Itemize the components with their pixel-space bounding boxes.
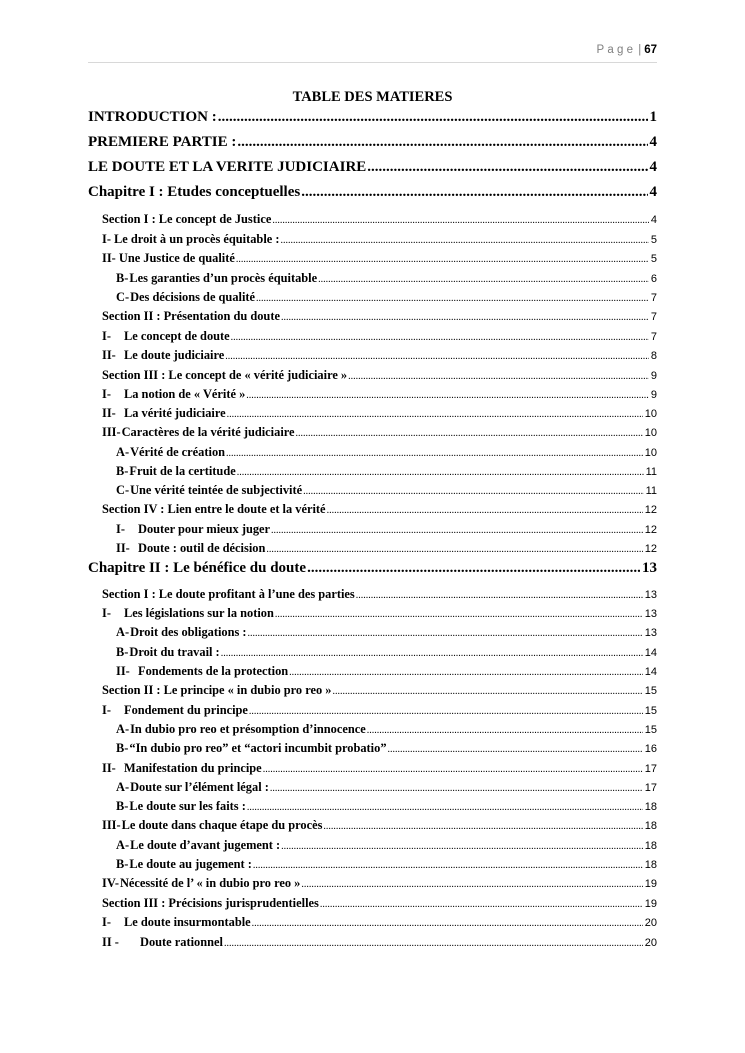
- toc-entry-page: 12: [644, 543, 657, 555]
- toc-entry[interactable]: [102, 309, 657, 324]
- toc-entry-text: Doute sur l’élément légal :: [130, 780, 269, 794]
- toc-entry-label: [102, 309, 280, 324]
- dot-leader: [307, 560, 640, 577]
- toc-entry-label: [116, 464, 236, 479]
- dot-leader: [246, 390, 649, 401]
- toc-entry[interactable]: [116, 857, 657, 872]
- dot-leader: [227, 409, 643, 420]
- toc-entry-page: 19: [644, 878, 657, 890]
- toc-entry-label: [102, 915, 251, 930]
- toc-entry-text: Des décisions de qualité: [130, 290, 256, 304]
- toc-entry[interactable]: [102, 425, 657, 440]
- toc-entry-page: 14: [644, 666, 657, 678]
- dot-leader: [221, 648, 643, 659]
- toc-entry-label: [102, 587, 355, 602]
- toc-entry[interactable]: [102, 212, 657, 227]
- dot-leader: [218, 109, 648, 126]
- toc-entry[interactable]: [102, 683, 657, 698]
- toc-entry-text: Section IV : Lien entre le doute et la vérité: [102, 502, 326, 516]
- toc-entry[interactable]: [116, 464, 657, 479]
- toc-entry-label: [88, 184, 300, 201]
- toc-entry[interactable]: [116, 290, 657, 305]
- toc-entry[interactable]: [116, 541, 657, 556]
- toc-entry-number: II -: [102, 935, 119, 949]
- toc-entry-page: 10: [644, 408, 657, 420]
- page-number: 67: [644, 44, 657, 56]
- dot-leader: [266, 544, 642, 555]
- toc-entry-page: 8: [650, 350, 657, 362]
- toc-entry-label: [116, 271, 317, 286]
- toc-entry-label: [116, 445, 225, 460]
- toc-entry-label: [116, 483, 302, 498]
- toc-entry-text: Manifestation du principe: [124, 761, 262, 775]
- toc-entry-page: 5: [650, 253, 657, 265]
- toc-entry-text: Le doute judiciaire: [124, 348, 225, 362]
- toc-entry-label: [88, 134, 236, 151]
- toc-entry-text: Le doute au jugement :: [129, 857, 252, 871]
- dot-leader: [249, 706, 643, 717]
- toc-entry-label: [116, 722, 366, 737]
- toc-entry-text: Section II : Présentation du doute: [102, 309, 280, 323]
- toc-entry-text: Section II : Le principe « in dubio pro reo »: [102, 683, 332, 697]
- toc-entry-page: 7: [650, 331, 657, 343]
- toc-entry-page: 18: [644, 859, 657, 871]
- toc-entry-text: Fondements de la protection: [138, 664, 289, 678]
- toc-entry-number: III-: [102, 818, 121, 832]
- toc-entry-number: B-: [116, 645, 129, 659]
- dot-leader: [356, 590, 643, 601]
- page-header: [88, 44, 657, 63]
- toc-entry[interactable]: [102, 896, 657, 911]
- toc-entry-label: [102, 606, 274, 621]
- toc-entry-page: 11: [645, 485, 657, 497]
- toc-entry-number: A-: [116, 722, 130, 736]
- dot-leader: [271, 525, 643, 536]
- toc-entry-text: I- Le droit à un procès équitable :: [102, 232, 280, 246]
- toc-entry-page: 19: [644, 898, 657, 910]
- toc-entry-number: A-: [116, 780, 130, 794]
- toc-entry-number: II-: [116, 664, 130, 678]
- toc-entry-number: III-: [102, 425, 121, 439]
- toc-entry[interactable]: [116, 780, 657, 795]
- toc-entry-number: B-: [116, 741, 129, 755]
- toc-entry[interactable]: [102, 348, 657, 363]
- dot-leader: [248, 628, 643, 639]
- toc-entry-label: [102, 703, 248, 718]
- toc-entry-page: 14: [644, 647, 657, 659]
- toc-entry-page: 7: [650, 292, 657, 304]
- dot-leader: [231, 332, 649, 343]
- toc-entry-label: [102, 406, 226, 421]
- toc-entry-number: I-: [102, 915, 111, 929]
- toc-entry-number: I-: [102, 329, 111, 343]
- toc-entry-label: [102, 251, 235, 266]
- toc-entry-page: 6: [650, 273, 657, 285]
- dot-leader: [275, 609, 643, 620]
- toc-entry-label: [102, 935, 223, 950]
- toc-entry-text: “In dubio pro reo” et “actori incumbit probatio”: [129, 741, 387, 755]
- toc-entry[interactable]: [102, 387, 657, 402]
- toc-entry-number: I-: [102, 703, 111, 717]
- toc-entry-text: Le doute dans chaque étape du procès: [121, 818, 323, 832]
- toc-entry-number: C-: [116, 290, 130, 304]
- toc-entry-page: 10: [644, 427, 657, 439]
- toc-entry-label: [88, 560, 306, 577]
- toc-entry[interactable]: [88, 134, 657, 151]
- toc-entry-label: [102, 502, 326, 517]
- toc-entry-page: 4: [649, 134, 657, 150]
- dot-leader: [332, 686, 642, 697]
- toc-entry[interactable]: [102, 587, 657, 602]
- toc-entry-page: 7: [650, 311, 657, 323]
- toc-entry[interactable]: [88, 184, 657, 201]
- toc-entry-text: Le doute insurmontable: [124, 915, 251, 929]
- dot-leader: [253, 860, 643, 871]
- toc-entry-text: Nécessité de l’ « in dubio pro reo »: [119, 876, 301, 890]
- toc-entry-text: Les garanties d’un procès équitable: [129, 271, 318, 285]
- toc-entry-label: [116, 645, 220, 660]
- toc-entry-label: [102, 896, 319, 911]
- toc-entry-text: Fruit de la certitude: [129, 464, 236, 478]
- toc-title: TABLE DES MATIERES: [292, 89, 453, 105]
- toc-entry-label: [102, 818, 322, 833]
- toc-entry[interactable]: [116, 625, 657, 640]
- toc-entry[interactable]: [116, 645, 657, 660]
- dot-leader: [237, 467, 644, 478]
- dot-leader: [281, 841, 643, 852]
- toc-entry[interactable]: [102, 761, 657, 776]
- toc-entry-page: 15: [644, 685, 657, 697]
- toc-entry-page: 13: [642, 560, 657, 576]
- dot-leader: [301, 184, 647, 201]
- dot-leader: [301, 879, 642, 890]
- toc-entry-text: INTRODUCTION :: [88, 109, 217, 125]
- toc-entry-text: Section I : Le concept de Justice: [102, 212, 272, 226]
- toc-entry-page: 16: [644, 743, 657, 755]
- toc-entry-page: 4: [649, 184, 657, 200]
- toc-entry[interactable]: [102, 606, 657, 621]
- toc-entry-text: Droit des obligations :: [130, 625, 247, 639]
- dot-leader: [327, 505, 643, 516]
- toc-entry[interactable]: [102, 703, 657, 718]
- toc-entry-page: 20: [644, 917, 657, 929]
- toc-entry-label: [102, 683, 331, 698]
- toc-entry-label: [88, 159, 366, 176]
- toc-entry-number: B-: [116, 271, 129, 285]
- toc-entry-text: La vérité judiciaire: [124, 406, 226, 420]
- toc-entry-number: I-: [102, 387, 111, 401]
- toc-entry[interactable]: [102, 876, 657, 891]
- dot-leader: [323, 821, 642, 832]
- dot-leader: [247, 802, 643, 813]
- toc-entry-text: Fondement du principe: [124, 703, 248, 717]
- toc-entry[interactable]: [116, 799, 657, 814]
- page-number-label: [597, 44, 657, 56]
- dot-leader: [225, 351, 649, 362]
- toc-entry-number: A-: [116, 625, 130, 639]
- toc-entry-text: Les législations sur la notion: [124, 606, 274, 620]
- toc-entry-text: La notion de « Vérité »: [124, 387, 246, 401]
- toc-entry-text: Droit du travail :: [129, 645, 220, 659]
- toc-entry-label: [116, 857, 252, 872]
- toc-entry-text: Chapitre I : Etudes conceptuelles: [88, 184, 301, 200]
- toc-entry-number: II-: [116, 541, 130, 555]
- dot-leader: [320, 899, 643, 910]
- toc-entry-page: 12: [644, 524, 657, 536]
- dot-leader: [252, 918, 643, 929]
- toc-entry-label: [116, 522, 270, 537]
- toc-entry-label: [102, 368, 347, 383]
- toc-entry-page: 1: [649, 109, 657, 125]
- toc-entry-label: [116, 741, 387, 756]
- dot-leader: [289, 667, 643, 678]
- toc-entry-label: [116, 664, 288, 679]
- toc-entry-page: 9: [650, 389, 657, 401]
- toc-entry[interactable]: [116, 664, 657, 679]
- dot-leader: [270, 783, 643, 794]
- toc-entry-page: 13: [644, 608, 657, 620]
- toc-entry-number: A-: [116, 838, 130, 852]
- dot-leader: [226, 448, 643, 459]
- dot-leader: [388, 744, 643, 755]
- toc-entry-text: In dubio pro reo et présomption d’innocence: [130, 722, 366, 736]
- toc-entry-label: [102, 387, 245, 402]
- toc-entry-number: II-: [102, 761, 116, 775]
- toc-entry-number: B-: [116, 857, 129, 871]
- toc-entry-label: [102, 212, 271, 227]
- dot-leader: [281, 312, 649, 323]
- toc-entry-page: 10: [644, 447, 657, 459]
- toc-entry-text: Le doute d’avant jugement :: [130, 838, 281, 852]
- dot-leader: [296, 428, 643, 439]
- toc-entry[interactable]: [102, 251, 657, 266]
- toc-entry-number: I-: [102, 606, 111, 620]
- toc-entry-label: [88, 109, 217, 126]
- toc-entry-text: Caractères de la vérité judiciaire: [121, 425, 295, 439]
- toc-entry-text: LE DOUTE ET LA VERITE JUDICIAIRE: [88, 159, 367, 175]
- toc-entry-text: Le doute sur les faits :: [129, 799, 246, 813]
- toc-entry-text: Douter pour mieux juger: [138, 522, 271, 536]
- toc-entry-label: [116, 541, 265, 556]
- toc-entry-text: Section I : Le doute profitant à l’une des parties: [102, 587, 355, 601]
- toc-entry-page: 18: [644, 840, 657, 852]
- toc-entry-label: [116, 625, 247, 640]
- toc-entry-label: [116, 780, 269, 795]
- toc-entry[interactable]: [102, 502, 657, 517]
- toc-entry[interactable]: [102, 232, 657, 247]
- toc-entry-text: PREMIERE PARTIE :: [88, 134, 237, 150]
- toc-entry-label: [116, 290, 255, 305]
- dot-leader: [318, 274, 649, 285]
- dot-leader: [303, 486, 643, 497]
- toc-entry-label: [102, 425, 295, 440]
- toc-entry-number: I-: [116, 522, 125, 536]
- toc-entry[interactable]: [102, 368, 657, 383]
- toc-entry-text: Vérité de création: [130, 445, 226, 459]
- dot-leader: [224, 938, 643, 949]
- toc-entry[interactable]: [116, 522, 657, 537]
- toc-entry[interactable]: [116, 838, 657, 853]
- toc-entry-page: 13: [644, 589, 657, 601]
- toc-entry[interactable]: [102, 935, 657, 950]
- toc-entry-number: B-: [116, 799, 129, 813]
- toc-entry-page: 12: [644, 504, 657, 516]
- toc-entry[interactable]: [116, 722, 657, 737]
- toc-entry-number: B-: [116, 464, 129, 478]
- toc-entry-number: II-: [102, 348, 116, 362]
- dot-leader: [237, 134, 647, 151]
- toc-entry-page: 15: [644, 724, 657, 736]
- toc-entry-page: 18: [644, 820, 657, 832]
- toc-entry-page: 11: [645, 466, 657, 478]
- toc-entry-page: 4: [650, 214, 657, 226]
- toc-entry-label: [116, 838, 280, 853]
- toc-entry[interactable]: [88, 560, 657, 577]
- toc-entry-label: [102, 329, 230, 344]
- toc-entry-page: 5: [650, 234, 657, 246]
- toc-entry-text: Une vérité teintée de subjectivité: [130, 483, 303, 497]
- toc-entry-text: Doute rationnel: [140, 935, 223, 949]
- toc-entry-page: 18: [644, 801, 657, 813]
- toc-entry-page: 13: [644, 627, 657, 639]
- toc-entry-page: 9: [650, 370, 657, 382]
- toc-entry[interactable]: [116, 483, 657, 498]
- page-separator: |: [638, 44, 642, 56]
- toc-entry-number: C-: [116, 483, 130, 497]
- toc-entry[interactable]: [102, 329, 657, 344]
- toc-entry[interactable]: [116, 271, 657, 286]
- toc-entry-label: [102, 348, 224, 363]
- dot-leader: [263, 764, 643, 775]
- toc-entry-label: [102, 761, 262, 776]
- toc-entry-label: [102, 232, 280, 247]
- toc-entry-number: A-: [116, 445, 130, 459]
- toc-entry-text: Le concept de doute: [124, 329, 230, 343]
- toc-entry[interactable]: [116, 741, 657, 756]
- toc-entry-page: 17: [644, 763, 657, 775]
- toc-entry-number: IV-: [102, 876, 119, 890]
- toc-entry-text: Section III : Précisions jurisprudentielles: [102, 896, 319, 910]
- toc-entry[interactable]: [88, 159, 657, 176]
- dot-leader: [281, 235, 649, 246]
- dot-leader: [256, 293, 649, 304]
- toc-entry-label: [116, 799, 246, 814]
- toc-entry[interactable]: [88, 109, 657, 126]
- toc-entry-label: [102, 876, 300, 891]
- toc-entry-text: Section III : Le concept de « vérité judiciaire »: [102, 368, 348, 382]
- toc-entry-number: II-: [102, 406, 116, 420]
- toc-entry-page: 17: [644, 782, 657, 794]
- toc-entry-text: Doute : outil de décision: [138, 541, 266, 555]
- toc-entry-page: 20: [644, 937, 657, 949]
- dot-leader: [348, 371, 649, 382]
- toc-entry[interactable]: [102, 406, 657, 421]
- dot-leader: [367, 159, 647, 176]
- toc-entry[interactable]: [102, 818, 657, 833]
- toc-entry-page: 4: [649, 159, 657, 175]
- toc-entry-text: Chapitre II : Le bénéfice du doute: [88, 560, 307, 576]
- dot-leader: [367, 725, 643, 736]
- toc-entry[interactable]: [116, 445, 657, 460]
- page-word: Page: [596, 44, 637, 56]
- dot-leader: [272, 215, 649, 226]
- toc-entry-page: 15: [644, 705, 657, 717]
- toc-entry[interactable]: [102, 915, 657, 930]
- toc-entry-text: II- Une Justice de qualité: [102, 251, 235, 265]
- dot-leader: [236, 254, 649, 265]
